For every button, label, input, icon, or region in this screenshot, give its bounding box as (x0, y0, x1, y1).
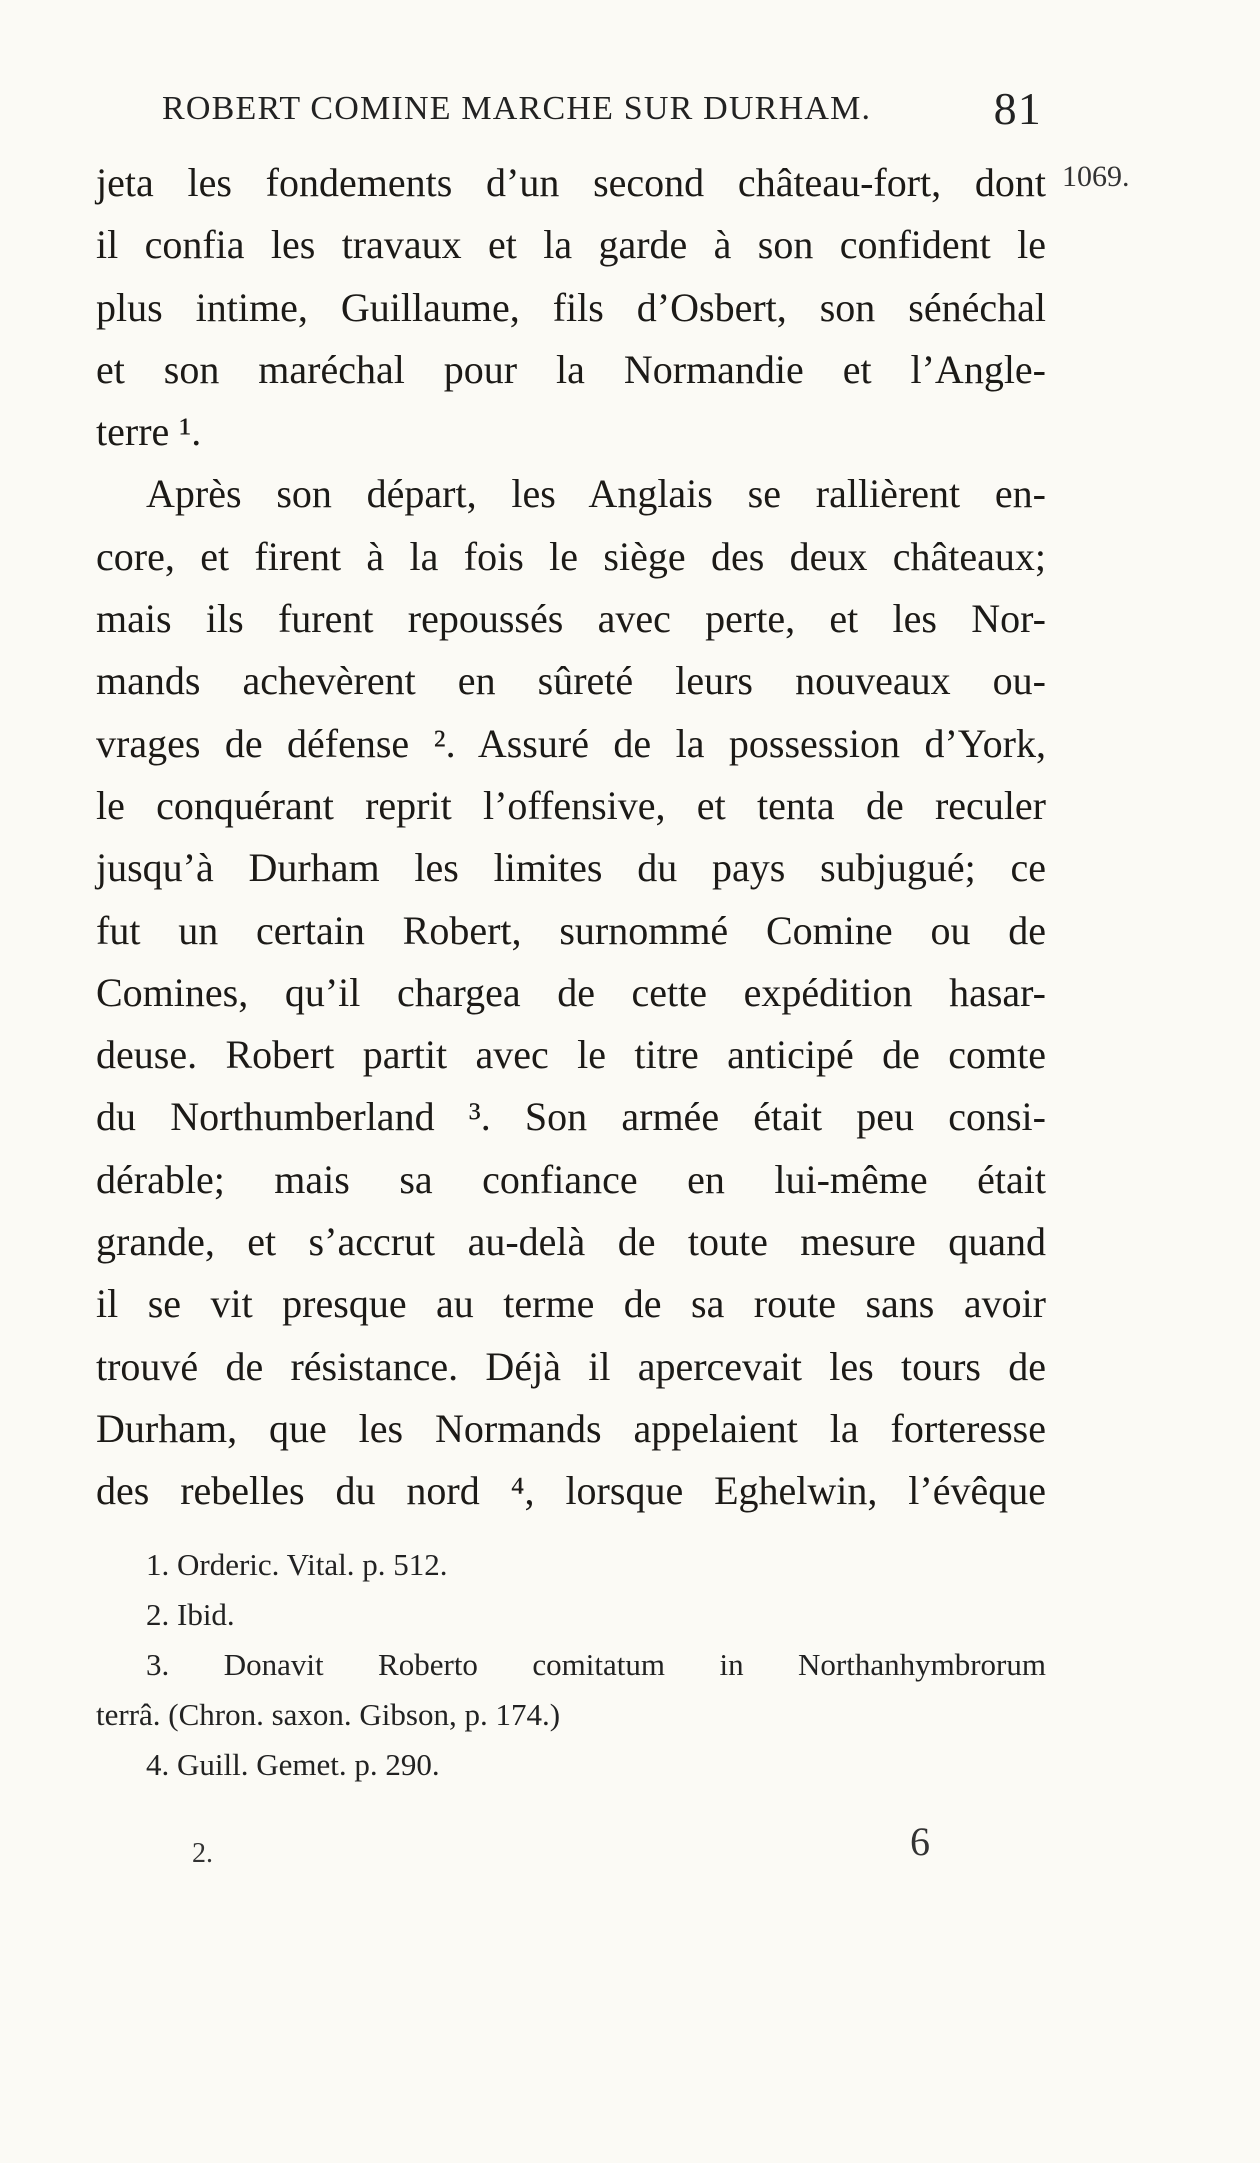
text-line: vrages de défense ². Assuré de la possession d’York, (96, 720, 1046, 766)
text-line: Après son départ, les Anglais se rallièrent en- (146, 471, 1046, 517)
text-line: mands achevèrent en sûreté leurs nouveaux ou- (96, 658, 1046, 704)
text-line: Durham, que les Normands appelaient la forteresse (96, 1405, 1046, 1451)
running-title: ROBERT COMINE MARCHE SUR DURHAM. (162, 90, 872, 127)
footnote-1: 1. Orderic. Vital. p. 512. (146, 1547, 448, 1582)
footnote-3-continued: terrâ. (Chron. saxon. Gibson, p. 174.) (96, 1697, 561, 1732)
text-line: des rebelles du nord ⁴, lorsque Eghelwin, l’évêque (96, 1468, 1046, 1514)
text-line: le conquérant reprit l’offensive, et tenta de reculer (96, 782, 1046, 828)
text-line: jusqu’à Durham les limites du pays subjugué; ce (96, 845, 1046, 891)
text-line: dérable; mais sa confiance en lui-même était (96, 1156, 1046, 1202)
text-line: il confia les travaux et la garde à son confident le (96, 222, 1046, 268)
footnote-3: 3. Donavit Roberto comitatum in Northanhymbrorum (146, 1647, 1046, 1682)
text-line: et son maréchal pour la Normandie et l’Angle- (96, 346, 1046, 392)
body-text (96, 152, 1046, 1523)
text-line: plus intime, Guillaume, fils d’Osbert, son sénéchal (96, 284, 1046, 330)
text-line: jeta les fondements d’un second château-fort, dont (96, 160, 1046, 205)
text-line: fut un certain Robert, surnommé Comine ou de (96, 907, 1046, 953)
page-number: 81 (993, 83, 1042, 134)
footnote-2: 2. Ibid. (146, 1597, 235, 1632)
text-line: terre ¹. (96, 409, 202, 455)
text-line: du Northumberland ³. Son armée était peu consi- (96, 1094, 1046, 1140)
running-header (162, 83, 1042, 136)
footnotes (96, 1540, 1046, 1790)
text-line: mais ils furent repoussés avec perte, et les Nor- (96, 596, 1046, 642)
text-line: core, et firent à la fois le siège des deux châteaux; (96, 533, 1046, 579)
text-line: Comines, qu’il chargea de cette expédition hasar- (96, 969, 1046, 1015)
text-line: il se vit presque au terme de sa route sans avoir (96, 1281, 1046, 1327)
text-line: deuse. Robert partit avec le titre anticipé de comte (96, 1032, 1046, 1078)
text-line: grande, et s’accrut au-delà de toute mesure quand (96, 1219, 1046, 1265)
margin-year: 1069. (1062, 160, 1130, 193)
footnote-4: 4. Guill. Gemet. p. 290. (146, 1747, 440, 1782)
signature-number: 6 (910, 1819, 930, 1864)
signature-mark: 2. (192, 1838, 213, 1869)
text-line: trouvé de résistance. Déjà il apercevait les tours de (96, 1343, 1046, 1389)
